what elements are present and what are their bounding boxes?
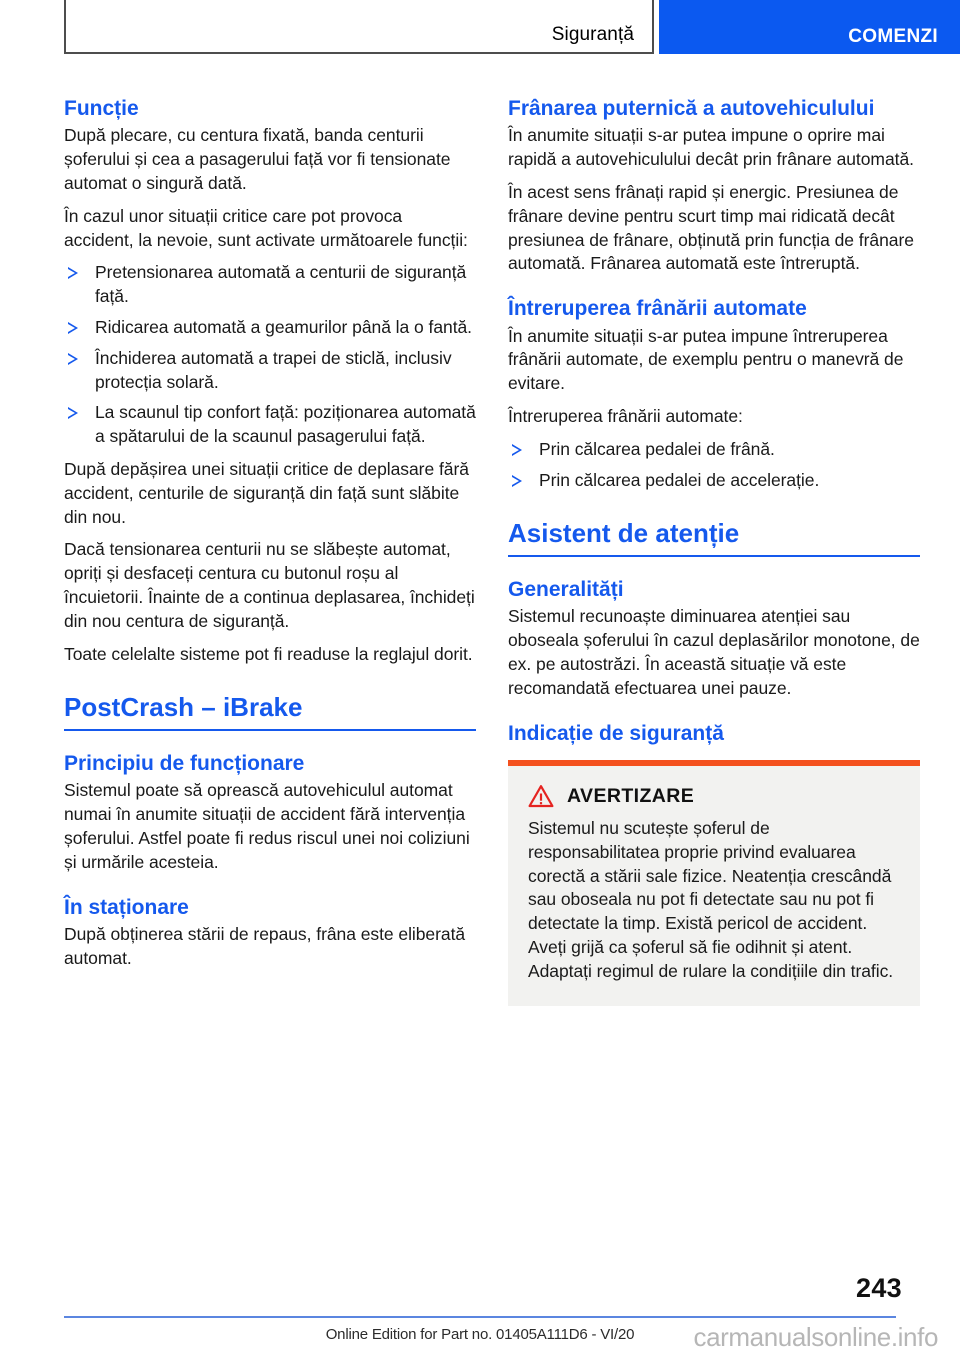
triangle-right-icon [512, 475, 522, 487]
subsection-title: Principiu de funcționare [64, 752, 305, 776]
header-section-tab[interactable] [64, 0, 654, 54]
body-paragraph: Toate celelalte sisteme pot fi readuse la reglajul dorit. [64, 643, 473, 664]
triangle-right-icon [68, 267, 78, 279]
warning-header [528, 784, 900, 808]
list-item-label: Prin călcarea pedalei de accelerație. [539, 469, 820, 490]
warning-triangle-icon [528, 784, 554, 808]
body-paragraph: În cazul unor situații critice care pot provoca accident, la nevoie, sunt activate următoarele funcții: [64, 205, 468, 250]
body-paragraph: În anumite situații s-ar putea impune o oprire mai rapidă a autovehiculului decât prin frânare automată. [508, 125, 914, 170]
body-paragraph: După depășirea unei situații critice de deplasare fără accident, centurile de siguranță din față sunt slăbite din nou. [64, 458, 469, 527]
triangle-right-icon [68, 353, 78, 365]
section-title: Asistent de atenție [508, 518, 920, 557]
right-column [508, 96, 920, 1006]
body-paragraph: Întreruperea frânării automate: [508, 405, 743, 426]
subsection-title: Frânarea puternică a autovehiculului [508, 97, 875, 120]
body-paragraph: Sistemul recunoaște diminuarea atenției sau oboseala șoferului în cazul deplasărilor monotone, de ex. pe autostrăzi. În această situație vă este recomandată efectuarea unei pauze. [508, 606, 920, 698]
list-item-label: Prin călcarea pedalei de frână. [539, 438, 775, 459]
left-column [64, 96, 476, 971]
header-chapter-tab-label: COMENZI [848, 26, 938, 47]
footer-watermark: carmanualsonline.info [693, 1322, 938, 1352]
warning-callout [508, 760, 920, 1006]
header-section-tab-label: Siguranță [551, 24, 634, 45]
body-paragraph: În anumite situații s-ar putea impune întreruperea frânării automate, de exemplu pentru o manevră de evitare. [508, 325, 904, 394]
list-item [64, 261, 476, 309]
page-footer [0, 1272, 960, 1362]
body-paragraph: După plecare, cu centura fixată, banda centurii șoferului și cea a pasagerului față vor fi tensionate automat o singură dată. [64, 125, 451, 193]
subsection-title: Generalități [508, 578, 624, 602]
list-item-label: Ridicarea automată a geamurilor până la o fantă. [95, 316, 472, 337]
warning-text: Sistemul nu scutește șoferul de responsabilitatea proprie privind evaluarea corectă a stării sale fizice. Neatenția crescândă sau oboseala nu pot fi detectate sau nu pot fi detectate la timp. Există pericol de accident. Aveți grijă ca șoferul să fie odihnit și atent. Adaptați regimul de rulare la condițiile din trafic. [528, 818, 894, 981]
list-item-label: Pretensionarea automată a centurii de siguranță față. [95, 262, 467, 307]
list-item-label: La scaunul tip confort față: poziționarea automată a spătarului de la scaunul pasagerului față. [95, 402, 476, 447]
list-item [508, 469, 920, 493]
header-chapter-tab[interactable] [659, 0, 960, 54]
list-item [508, 438, 920, 462]
footer-edition-note: Online Edition for Part no. 01405A111D6 - VI/20 [325, 1326, 635, 1343]
bullet-list [64, 261, 476, 449]
warning-title: AVERTIZARE [567, 784, 695, 807]
subsection-title: Întreruperea frânării automate [508, 297, 807, 321]
warning-body [508, 766, 920, 1006]
subsection-title: Indicație de siguranță [508, 721, 724, 745]
list-item [64, 347, 476, 395]
list-item [64, 316, 476, 340]
list-item-label: Închiderea automată a trapei de sticlă, inclusiv protecția solară. [95, 347, 452, 392]
body-paragraph: După obținerea stării de repaus, frâna este eliberată automat. [64, 924, 466, 968]
subsection-title: În staționare [64, 895, 189, 919]
footer-divider [64, 1316, 896, 1318]
triangle-right-icon [512, 444, 522, 456]
page-number: 243 [856, 1273, 902, 1303]
triangle-right-icon [68, 407, 78, 419]
triangle-right-icon [68, 322, 78, 334]
body-paragraph: În acest sens frânați rapid și energic. Presiunea de frânare devine pentru scurt timp mai ridicată decât presiunea de frânare, obținută prin funcția de frânare automată. Frânarea automată este întreruptă. [508, 182, 914, 274]
list-item [64, 401, 476, 449]
body-paragraph: Sistemul poate să oprească autovehiculul automat numai în anumite situații de accident fără intervenția șoferului. Astfel poate fi redus riscul unei noi coliziuni și urmările acesteia. [64, 780, 470, 872]
subsection-title: Funcție [64, 97, 139, 120]
page-header [0, 0, 960, 58]
body-paragraph: Dacă tensionarea centurii nu se slăbește automat, opriți și desfaceți centura cu butonul roșu al încuietorii. Înainte de a continua deplasarea, închideți din nou centura de siguranță. [64, 539, 475, 631]
bullet-list [508, 438, 920, 493]
section-title: PostCrash – iBrake [64, 692, 476, 731]
